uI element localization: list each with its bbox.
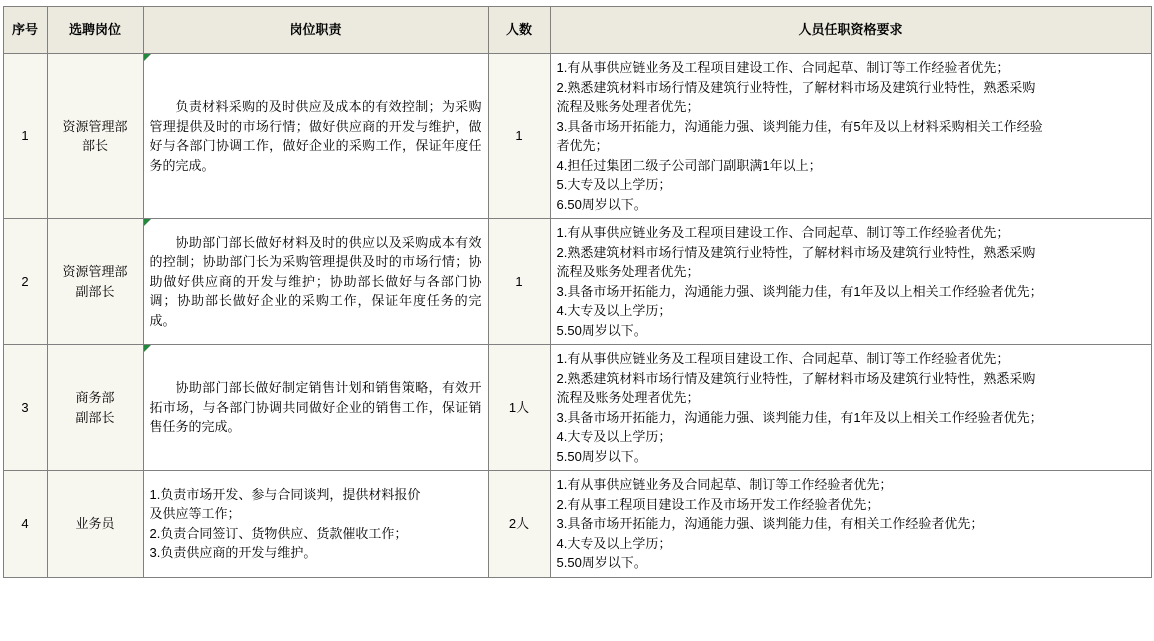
requirement-line: 5.50周岁以下。 (556, 322, 647, 338)
post-line: 业务员 (75, 516, 115, 531)
recruitment-table (3, 6, 1152, 578)
column-header-duty: 岗位职责 (143, 7, 488, 54)
requirement-line: 流程及账务处理者优先； (556, 99, 700, 114)
requirement-line: 者优先； (556, 138, 609, 153)
post-line: 副部长 (75, 409, 115, 425)
row-post (47, 471, 143, 578)
row-count: 1 (488, 54, 550, 219)
requirement-line: 流程及账务处理者优先； (556, 264, 700, 279)
duty-line: 3.负责供应商的开发与维护。 (149, 545, 317, 561)
row-count: 1 (488, 219, 550, 345)
row-no: 1 (3, 54, 47, 219)
comment-marker-icon (144, 345, 151, 352)
requirement-line: 1.有从事供应链业务及工程项目建设工作、合同起草、制订等工作经验者优先； (556, 351, 1010, 366)
row-no: 3 (3, 345, 47, 471)
row-post (47, 54, 143, 219)
requirement-line: 3.具备市场开拓能力，沟通能力强、谈判能力佳，有1年及以上相关工作经验者优先； (556, 283, 1043, 299)
requirement-line: 4.大专及以上学历； (556, 429, 672, 444)
row-requirements (550, 219, 1151, 345)
post-line: 资源管理部 (62, 118, 128, 134)
requirement-line: 4.大专及以上学历； (556, 535, 672, 551)
row-count: 2人 (488, 471, 550, 578)
requirement-line: 4.担任过集团二级子公司部门副职满1年以上； (556, 157, 822, 173)
requirement-line: 2.有从事工程项目建设工作及市场开发工作经验者优先； (556, 496, 880, 512)
row-post (47, 345, 143, 471)
row-requirements (550, 471, 1151, 578)
duty-line: 2.负责合同签订、货物供应、货款催收工作； (149, 525, 408, 541)
duty-line: 1.负责市场开发、参与合同谈判，提供材料报价 (149, 486, 421, 502)
table-row (3, 219, 1151, 345)
requirement-line: 2.熟悉建筑材料市场行情及建筑行业特性，了解材料市场及建筑行业特性，熟悉采购 (556, 244, 1036, 260)
post-line: 副部长 (75, 283, 115, 299)
requirement-line: 5.大专及以上学历； (556, 177, 672, 192)
requirement-line: 2.熟悉建筑材料市场行情及建筑行业特性，了解材料市场及建筑行业特性，熟悉采购 (556, 79, 1036, 95)
requirement-line: 1.有从事供应链业务及工程项目建设工作、合同起草、制订等工作经验者优先； (556, 60, 1010, 75)
post-line: 部长 (81, 138, 108, 153)
requirement-line: 3.具备市场开拓能力，沟通能力强、谈判能力佳，有1年及以上相关工作经验者优先； (556, 409, 1043, 425)
requirement-line: 流程及账务处理者优先； (556, 390, 700, 405)
requirement-line: 5.50周岁以下。 (556, 555, 647, 570)
requirement-line: 3.具备市场开拓能力，沟通能力强、谈判能力佳，有相关工作经验者优先； (556, 516, 984, 531)
row-no: 4 (3, 471, 47, 578)
duty-text: 负责材料采购的及时供应及成本的有效控制；为采购管理提供及时的市场行情；做好供应商的开发与维护，做好与各部门协调工作，做好企业的采购工作，保证年度任务的完成。 (149, 99, 482, 173)
row-duty (143, 345, 488, 471)
duty-text: 协助部门部长做好材料及时的供应以及采购成本有效的控制；协助部门长为采购管理提供及时的市场行情；协助做好供应商的开发与维护；协助部长做好与各部门协调；协助部长做好企业的采购工作，保证年度任务的完成。 (149, 234, 482, 328)
requirement-line: 1.有从事供应链业务及合同起草、制订等工作经验者优先； (556, 477, 893, 492)
row-duty (143, 471, 488, 578)
comment-marker-icon (144, 219, 151, 226)
table-row (3, 471, 1151, 578)
table-header-row (3, 7, 1151, 54)
column-header-count: 人数 (488, 7, 550, 54)
table-row (3, 345, 1151, 471)
row-requirements (550, 54, 1151, 219)
row-no: 2 (3, 219, 47, 345)
post-line: 资源管理部 (62, 264, 128, 279)
table-row (3, 54, 1151, 219)
column-header-requirements: 人员任职资格要求 (550, 7, 1151, 54)
duty-line: 及供应等工作； (149, 506, 241, 522)
row-requirements (550, 345, 1151, 471)
row-post (47, 219, 143, 345)
duty-text: 协助部门部长做好制定销售计划和销售策略，有效开拓市场，与各部门协调共同做好企业的销售工作，保证销售任务的完成。 (149, 380, 482, 435)
requirement-line: 2.熟悉建筑材料市场行情及建筑行业特性，了解材料市场及建筑行业特性，熟悉采购 (556, 370, 1036, 386)
requirement-line: 6.50周岁以下。 (556, 196, 647, 212)
column-header-post: 选聘岗位 (47, 7, 143, 54)
requirement-line: 5.50周岁以下。 (556, 448, 647, 464)
column-header-no: 序号 (3, 7, 47, 54)
requirement-line: 3.具备市场开拓能力，沟通能力强、谈判能力佳，有5年及以上材料采购相关工作经验 (556, 118, 1043, 134)
post-line: 商务部 (75, 390, 115, 405)
row-duty (143, 54, 488, 219)
row-duty (143, 219, 488, 345)
requirement-line: 4.大专及以上学历； (556, 303, 672, 318)
row-count: 1人 (488, 345, 550, 471)
requirement-line: 1.有从事供应链业务及工程项目建设工作、合同起草、制订等工作经验者优先； (556, 225, 1010, 240)
comment-marker-icon (144, 54, 151, 61)
